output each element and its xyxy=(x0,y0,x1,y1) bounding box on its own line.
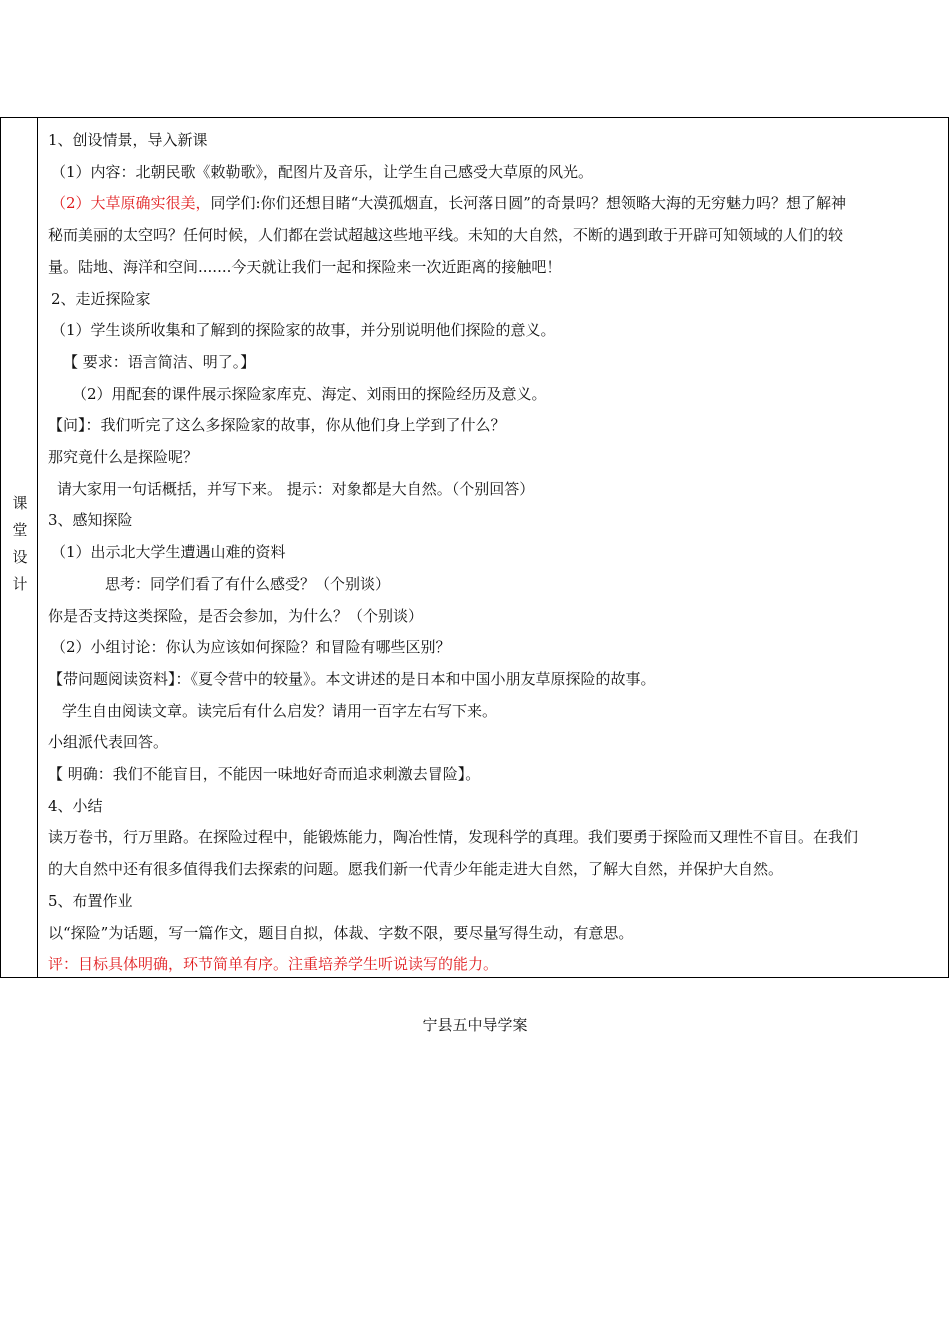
content-line xyxy=(48,791,948,823)
content-line xyxy=(48,474,948,506)
content-line xyxy=(48,696,948,728)
line-text: 那究竟什么是探险呢？ xyxy=(48,448,199,467)
content-line xyxy=(48,505,948,537)
line-text: （1）学生谈所收集和了解到的探险家的故事，并分别说明他们探险的意义。 xyxy=(51,321,556,340)
highlighted-text: （2）大草原确实很美， xyxy=(51,194,211,213)
side-label-char: 设 xyxy=(12,548,28,566)
lesson-content xyxy=(48,125,948,981)
lesson-design-table xyxy=(0,117,949,978)
content-line xyxy=(48,379,948,411)
side-label-char: 计 xyxy=(12,575,28,593)
content-line xyxy=(48,442,948,474)
line-text: 4、小结 xyxy=(48,796,103,815)
line-text: 请大家用一句话概括，并写下来。 提示：对象都是大自然。（个别回答） xyxy=(57,479,535,498)
side-column xyxy=(1,118,38,977)
content-line xyxy=(48,157,948,189)
content-line xyxy=(48,347,948,379)
content-line xyxy=(48,918,948,950)
content-line xyxy=(48,664,948,696)
content-line xyxy=(48,822,948,854)
line-text: 思考：同学们看了有什么感受？（个别谈） xyxy=(105,574,391,593)
content-line xyxy=(48,410,948,442)
line-text: 5、布置作业 xyxy=(48,891,133,910)
content-line xyxy=(48,220,948,252)
content-line xyxy=(48,854,948,886)
content-line xyxy=(48,601,948,633)
line-text: 学生自由阅读文章。读完后有什么启发？请用一百字左右写下来。 xyxy=(62,701,498,720)
line-text: （1）内容：北朝民歌《敕勒歌》，配图片及音乐，让学生自己感受大草原的风光。 xyxy=(51,162,594,181)
content-line xyxy=(48,949,948,981)
content-line xyxy=(48,759,948,791)
line-text: 【 明确：我们不能盲目，不能因一味地好奇而追求刺激去冒险】。 xyxy=(48,765,481,784)
page-footer: 宁县五中导学案 xyxy=(422,1016,528,1034)
line-text: 以“探险”为话题，写一篇作文，题目自拟，体裁、字数不限，要尽量写得生动，有意思。 xyxy=(48,923,634,942)
line-text: 【带问题阅读资料】：《夏令营中的较量》。本文讲述的是日本和中国小朋友草原探险的故事。 xyxy=(48,669,656,688)
line-text: （2）小组讨论：你认为应该如何探险？和冒险有哪些区别？ xyxy=(51,638,451,657)
highlighted-text: 评：目标具体明确，环节简单有序。注重培养学生听说读写的能力。 xyxy=(48,955,499,974)
line-text: 你是否支持这类探险，是否会参加，为什么？（个别谈） xyxy=(48,606,424,625)
content-line xyxy=(48,886,948,918)
line-text: 【 要求：语言简洁、明了。】 xyxy=(63,352,256,371)
side-label-lesson-design xyxy=(10,490,30,598)
line-text: 2、走近探险家 xyxy=(51,289,151,308)
side-label-char: 堂 xyxy=(12,521,28,539)
line-text: 3、感知探险 xyxy=(48,511,133,530)
line-text: 同学们:你们还想目睹“大漠孤烟直，长河落日圆”的奇景吗？想领略大海的无穷魅力吗？想了解神 xyxy=(210,194,846,213)
side-label-char: 课 xyxy=(12,494,28,512)
content-line xyxy=(48,315,948,347)
line-text: 1、创设情景，导入新课 xyxy=(48,131,208,149)
content-line xyxy=(48,727,948,759)
line-text: （1）出示北大学生遭遇山难的资料 xyxy=(51,543,286,562)
content-line xyxy=(48,125,948,157)
line-text: （2）用配套的课件展示探险家库克、海定、刘雨田的探险经历及意义。 xyxy=(72,384,547,403)
content-line xyxy=(48,284,948,316)
line-text: 秘而美丽的太空吗？任何时候，人们都在尝试超越这些地平线。未知的大自然，不断的遇到敢于开辟可知领域的人们的较 xyxy=(48,226,844,245)
line-text: 【问】：我们听完了这么多探险家的故事，你从他们身上学到了什么？ xyxy=(48,416,506,435)
line-text: 的大自然中还有很多值得我们去探索的问题。愿我们新一代青少年能走进大自然，了解大自然，并保护大自然。 xyxy=(48,860,784,879)
line-text: 读万卷书，行万里路。在探险过程中，能锻炼能力，陶冶性情，发现科学的真理。我们要勇于探险而又理性不盲目。在我们 xyxy=(48,828,859,847)
line-text: 量。陆地、海洋和空间.......今天就让我们一起和探险来一次近距离的接触吧！ xyxy=(48,257,562,276)
line-text: 小组派代表回答。 xyxy=(48,733,169,752)
content-line xyxy=(48,537,948,569)
content-line xyxy=(48,569,948,601)
content-line xyxy=(48,188,948,220)
content-line xyxy=(48,632,948,664)
content-line xyxy=(48,252,948,284)
